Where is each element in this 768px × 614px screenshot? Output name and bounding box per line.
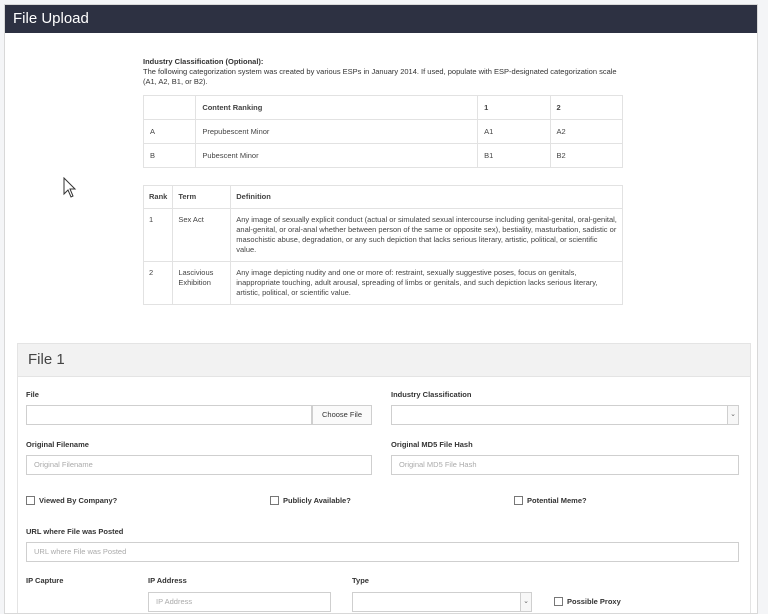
table-cell: B1 — [478, 144, 550, 168]
table-cell: A — [144, 120, 196, 144]
table-cell: A1 — [478, 120, 550, 144]
checkbox-label: Viewed By Company? — [39, 496, 118, 505]
checkbox-box[interactable] — [270, 496, 279, 505]
table-row — [144, 209, 623, 262]
file-upload-panel — [4, 4, 758, 614]
type-label: Type — [352, 576, 369, 585]
checkbox-label: Potential Meme? — [527, 496, 587, 505]
pointer-cursor-icon — [63, 177, 77, 199]
file-path-field[interactable] — [26, 405, 312, 425]
table-header-cell: 2 — [550, 96, 622, 120]
checkbox-label: Possible Proxy — [567, 597, 621, 606]
window-title: File Upload — [5, 5, 757, 33]
table-cell: Sex Act — [173, 209, 231, 262]
classification-text: The following categorization system was created by various ESPs in January 2014. If used, populate with ESP-designated categorization scale (A1, A2, B1, or B2). — [143, 67, 617, 86]
table-row — [144, 144, 623, 168]
table-row — [144, 120, 623, 144]
checkbox-label: Publicly Available? — [283, 496, 351, 505]
table-header-cell — [144, 96, 196, 120]
type-select[interactable] — [352, 592, 532, 612]
table-header-cell: Content Ranking — [196, 96, 478, 120]
table-cell: Prepubescent Minor — [196, 120, 478, 144]
potential-meme-checkbox[interactable] — [514, 496, 587, 505]
checkbox-box[interactable] — [26, 496, 35, 505]
table-header-row — [144, 96, 623, 120]
industry-classification-select[interactable] — [391, 405, 739, 425]
viewed-by-company-checkbox[interactable] — [26, 496, 117, 505]
original-filename-label: Original Filename — [26, 440, 89, 449]
table-header-cell: Definition — [231, 186, 623, 209]
publicly-available-checkbox[interactable] — [270, 496, 351, 505]
table-header-cell: Term — [173, 186, 231, 209]
table-cell: Pubescent Minor — [196, 144, 478, 168]
original-filename-input[interactable]: Original Filename — [26, 455, 372, 475]
classification-title: Industry Classification (Optional): — [143, 57, 264, 66]
table-header-row — [144, 186, 623, 209]
choose-file-button[interactable]: Choose File — [312, 405, 372, 425]
possible-proxy-checkbox[interactable] — [554, 597, 621, 606]
table-cell: B — [144, 144, 196, 168]
md5-hash-input[interactable]: Original MD5 File Hash — [391, 455, 739, 475]
ip-address-label: IP Address — [148, 576, 187, 585]
classification-info — [143, 57, 623, 87]
definition-table — [143, 185, 623, 305]
table-cell: 1 — [144, 209, 173, 262]
table-row — [144, 262, 623, 305]
table-cell: B2 — [550, 144, 622, 168]
table-cell: A2 — [550, 120, 622, 144]
table-cell: 2 — [144, 262, 173, 305]
ip-capture-label: IP Capture — [26, 576, 64, 585]
chevron-down-icon: ⌄ — [727, 406, 738, 424]
url-posted-input[interactable]: URL where File was Posted — [26, 542, 739, 562]
ip-address-input[interactable]: IP Address — [148, 592, 331, 612]
industry-classification-label: Industry Classification — [391, 390, 472, 399]
chevron-down-icon: ⌄ — [520, 593, 531, 611]
table-header-cell: 1 — [478, 96, 550, 120]
file-section-title: File 1 — [18, 344, 750, 377]
table-header-cell: Rank — [144, 186, 173, 209]
table-cell: Any image depicting nudity and one or more of: restraint, sexually suggestive poses, focus on genitals, inappropriate touching, adult arousal, spreading of limbs or genitals, and such depiction lacks serious literary, artistic, political, or scientific value. — [231, 262, 623, 305]
md5-hash-label: Original MD5 File Hash — [391, 440, 473, 449]
table-cell: Lascivious Exhibition — [173, 262, 231, 305]
content-ranking-table — [143, 95, 623, 168]
file-label: File — [26, 390, 39, 399]
table-cell: Any image of sexually explicit conduct (actual or simulated sexual intercourse including genital-genital, oral-genital, anal-genital, or oral-anal whether between person of the same or opposite sex), bestiality, masturbation, sadistic or masochistic abuse, degradation, or any such depiction that lacks serious literary, artistic, political, or scientific value. — [231, 209, 623, 262]
url-posted-label: URL where File was Posted — [26, 527, 124, 536]
checkbox-box[interactable] — [554, 597, 563, 606]
checkbox-box[interactable] — [514, 496, 523, 505]
file-section — [17, 343, 751, 614]
